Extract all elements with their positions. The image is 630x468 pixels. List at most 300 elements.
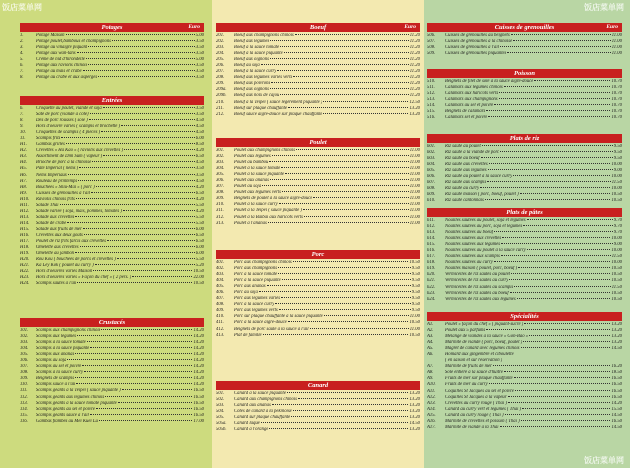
item-price: 6.00 xyxy=(195,136,204,142)
dot-leader xyxy=(293,76,408,77)
item-number: 115. xyxy=(20,412,28,418)
item-name: Beignets de scampis xyxy=(36,376,75,382)
dot-leader xyxy=(304,216,409,217)
item-number: 2. xyxy=(20,39,24,45)
item-number: 205. xyxy=(216,57,225,63)
item-number: 505. xyxy=(216,415,225,421)
item-price: 11.00 xyxy=(409,326,420,332)
item-name: Scampis géants au sel et poivre xyxy=(36,406,95,412)
item-number: A13. xyxy=(427,400,436,406)
item-list xyxy=(20,106,204,287)
dot-leader xyxy=(293,261,409,262)
menu-item xyxy=(427,198,622,204)
item-price: 10.00 xyxy=(611,236,622,242)
item-price: 9.00 xyxy=(613,168,622,174)
dot-leader xyxy=(287,392,409,393)
item-number: 1. xyxy=(20,33,24,38)
section-title: Canard xyxy=(307,382,329,389)
item-price: 11.00 xyxy=(409,208,420,214)
section-crustaces xyxy=(20,318,204,425)
dot-leader xyxy=(261,64,409,65)
item-name: Riz sauté aux légumes xyxy=(445,168,487,174)
menu-item xyxy=(20,419,204,425)
section-poisson xyxy=(427,69,622,121)
item-price: 10.00 xyxy=(611,248,622,254)
item-price: 5.00 xyxy=(195,57,204,63)
item-number: 4. xyxy=(20,51,24,57)
item-price: 10.70 xyxy=(611,103,622,109)
dot-leader xyxy=(501,255,611,256)
item-number: 407. xyxy=(216,296,225,302)
section-header-specialites xyxy=(427,312,622,321)
dot-leader xyxy=(509,279,610,280)
watermark: 饭店菜单网 xyxy=(584,456,624,465)
dot-leader xyxy=(514,377,611,378)
dot-leader xyxy=(493,365,611,366)
item-price: 13.20 xyxy=(409,397,420,403)
item-number: 209a. xyxy=(216,87,227,93)
item-number: 515. xyxy=(427,109,436,115)
dot-leader xyxy=(280,94,408,95)
dot-leader xyxy=(86,58,195,59)
item-price: 10.70 xyxy=(611,91,622,97)
item-price: 11.20 xyxy=(409,69,420,75)
item-price: 14.50 xyxy=(611,412,622,418)
dot-leader xyxy=(502,237,610,238)
item-number: 620. xyxy=(427,272,436,278)
item-number: 11. xyxy=(20,136,26,142)
item-price: 10.50 xyxy=(611,296,622,302)
item-name: Poulet de riz frits farcis aux crevettes xyxy=(36,239,106,245)
section-title: Boeuf xyxy=(309,24,327,31)
item-number: A14. xyxy=(427,406,436,412)
item-price: 16.50 xyxy=(611,376,622,382)
item-number: 410. xyxy=(216,314,225,320)
item-number: 608. xyxy=(427,186,436,192)
item-name: Croquette au poulet, viande et soja xyxy=(36,106,102,111)
dot-leader xyxy=(501,243,613,244)
item-price: 10.70 xyxy=(611,79,622,84)
item-price: 11.20 xyxy=(409,51,420,57)
item-price: 11.00 xyxy=(611,39,622,45)
section-boeuf xyxy=(216,23,420,118)
item-price: 3.50 xyxy=(195,112,204,118)
item-price: 14.20 xyxy=(193,370,204,376)
section-header-pates xyxy=(427,208,622,217)
item-name: Poulet à la Teïpei ( sauce piquante ) xyxy=(234,208,302,214)
item-number: H1. xyxy=(20,142,27,148)
item-price: 9.50 xyxy=(411,272,420,278)
dot-leader xyxy=(272,155,409,156)
item-price: 11.20 xyxy=(409,81,420,87)
item-list xyxy=(20,328,204,425)
item-price: 5.20 xyxy=(195,263,204,269)
dot-leader xyxy=(291,416,408,417)
section-header-poulet xyxy=(216,138,420,147)
dot-leader xyxy=(84,234,195,235)
item-name: Beignets de poulet à la sauce aigre-douce xyxy=(234,196,313,202)
dot-leader xyxy=(523,341,610,342)
item-name: Calamars au sel et poivre xyxy=(445,103,494,109)
item-name: Coquilles St Jacques au sel et poivre xyxy=(445,388,514,394)
item-name: Croquettes de scampis ( 4 pièces ) xyxy=(36,130,101,136)
dot-leader xyxy=(101,329,192,330)
item-number: H11. xyxy=(20,202,29,208)
item-number: 511. xyxy=(427,85,435,91)
item-name: Vermicelles de riz sautés aux légumes xyxy=(445,296,516,302)
item-name: Vermicelles de riz sautés au boeuf xyxy=(445,290,509,296)
item-name: Assortiment de Dim Sum ( vapeur ) xyxy=(36,154,103,160)
item-name: Canard à la sauce piquante xyxy=(234,391,286,396)
item-name: Dés de porc roussés ( soie ) xyxy=(36,118,88,124)
item-number: 8. xyxy=(20,118,24,124)
item-number: A9. xyxy=(427,376,434,382)
item-list xyxy=(427,218,622,303)
dot-leader xyxy=(68,174,195,175)
item-price: 11.00 xyxy=(409,314,420,320)
item-price: 16.50 xyxy=(193,406,204,412)
item-name: Salade aux fruits de mer xyxy=(36,226,82,232)
item-price: 11.00 xyxy=(409,172,420,178)
dot-leader xyxy=(281,167,408,168)
item-price: 16.50 xyxy=(193,394,204,400)
item-price: 10.70 xyxy=(611,115,622,121)
item-number: H8. xyxy=(20,184,27,190)
item-name: Boeuf sur plaque chauffante xyxy=(234,105,287,111)
item-name: Vermicelles de riz sautés au curry xyxy=(445,278,509,284)
dot-leader xyxy=(494,231,613,232)
item-price: 9.00 xyxy=(613,242,622,248)
dot-leader xyxy=(118,402,193,403)
dot-leader xyxy=(79,167,195,168)
item-number: 412. xyxy=(216,326,225,332)
dot-leader xyxy=(103,107,195,108)
dot-leader xyxy=(278,273,411,274)
item-name: Saté de porc (viande à côté) xyxy=(36,112,89,118)
item-number: H20. xyxy=(20,257,30,263)
dot-leader xyxy=(310,328,409,329)
item-name: Potage aux wan-tans xyxy=(36,51,76,57)
dot-leader xyxy=(281,297,411,298)
item-number: 211. xyxy=(216,105,224,111)
item-price: 10.00 xyxy=(611,186,622,192)
item-name: Brioche de porc à la chinoise xyxy=(36,160,92,166)
item-price: 14.20 xyxy=(193,358,204,364)
dot-leader xyxy=(488,116,610,117)
dot-leader xyxy=(262,185,409,186)
menu-item xyxy=(20,75,204,81)
item-price: 14.20 xyxy=(193,334,204,340)
item-number: A12. xyxy=(427,394,436,400)
section-grenouilles xyxy=(427,23,622,57)
item-price: 5.50 xyxy=(195,202,204,208)
dot-leader xyxy=(98,76,195,77)
item-name: Crème de nid d'hirondelle xyxy=(36,57,85,63)
dot-leader xyxy=(487,181,611,182)
item-price: 13.20 xyxy=(611,340,622,346)
section-porc xyxy=(216,250,420,339)
dot-leader xyxy=(296,149,409,150)
item-name: Cuisses de grenouilles au beignets xyxy=(445,33,510,38)
item-number: H18. xyxy=(20,245,30,251)
dot-leader xyxy=(67,222,195,223)
item-name: Salade aux crevettes xyxy=(36,214,75,220)
item-price: 11.00 xyxy=(409,178,420,184)
item-price: 4.50 xyxy=(195,178,204,184)
dot-leader xyxy=(76,383,192,384)
item-name: Boeuf aux légumes variés verts xyxy=(234,75,293,81)
menu-item xyxy=(216,112,420,118)
item-price: 14.20 xyxy=(193,346,204,352)
item-number: 309. xyxy=(216,196,225,202)
item-price: 11.20 xyxy=(409,33,420,38)
item-number: 506. xyxy=(427,33,436,38)
item-number: 609. xyxy=(427,192,436,198)
item-name: Vermicelles de riz sautés au poulet xyxy=(445,272,510,278)
item-name: Riz sauté aux crevettes xyxy=(445,162,488,168)
section-title: Entrées xyxy=(101,97,123,104)
item-name: Calamars aux haricots verts xyxy=(445,91,499,97)
item-price: 10.50 xyxy=(409,260,420,265)
dot-leader xyxy=(121,125,195,126)
item-number: 208. xyxy=(216,75,225,81)
item-number: 409. xyxy=(216,308,225,314)
item-price: 9.70 xyxy=(613,224,622,230)
item-price: 3.50 xyxy=(195,166,204,172)
dot-leader xyxy=(303,209,409,210)
item-name: Crevettes au curry rouge ( Thaï ) xyxy=(445,400,507,406)
dot-leader xyxy=(513,40,611,41)
item-name: Porc au soja xyxy=(234,290,258,296)
dot-leader xyxy=(267,285,411,286)
item-number: 303. xyxy=(216,160,225,166)
item-name: Canard aux ananas xyxy=(234,403,271,409)
item-list xyxy=(216,260,420,339)
item-name: Porc aux légumes variés xyxy=(234,296,281,302)
item-number: 302. xyxy=(216,154,225,160)
item-name: Nouilles sautées au boeuf xyxy=(445,230,494,236)
item-name: Calamars aux champignons xyxy=(445,97,498,103)
item-name: Homard aux gingembre et ciboulette xyxy=(445,352,514,358)
item-number: H21. xyxy=(20,263,30,269)
item-number: 7. xyxy=(20,112,24,118)
dot-leader xyxy=(271,82,409,83)
item-name: Porc aux champignons xyxy=(234,266,278,272)
item-number: 613. xyxy=(427,230,436,236)
item-name: Porc sur plaque chauffante à la sauce piquante xyxy=(234,314,323,320)
dot-leader xyxy=(508,402,611,403)
item-price: 10.00 xyxy=(611,260,622,266)
section-title: Plats de pâtes xyxy=(506,209,543,216)
dot-leader xyxy=(268,222,409,223)
item-name: Scampis à la sauce piquante xyxy=(36,346,90,352)
item-number: 501. xyxy=(216,391,225,396)
section-pates xyxy=(427,208,622,303)
item-number: 209. xyxy=(216,81,225,87)
item-price: 14.50 xyxy=(611,424,622,430)
section-title: Cuisses de grenouilles xyxy=(494,24,555,31)
menu-item xyxy=(216,221,420,227)
item-name: Cuisses de grenouilles piquantes xyxy=(445,51,507,57)
section-riz xyxy=(427,134,622,204)
dot-leader xyxy=(288,107,408,108)
item-price: 10.50 xyxy=(611,192,622,198)
item-price: 4.20 xyxy=(195,148,204,154)
item-number: 602. xyxy=(427,150,436,156)
item-name: Potage au vinaigre piquant xyxy=(36,45,88,51)
item-name: Riz sauté au poulet xyxy=(445,144,481,149)
item-price: 14.50 xyxy=(611,346,622,352)
item-name: Salade variée ( soja, maïs, pommes, tomates ) xyxy=(36,208,122,214)
dot-leader xyxy=(123,210,195,211)
dot-leader xyxy=(500,151,613,152)
dot-leader xyxy=(101,131,195,132)
dot-leader xyxy=(99,420,193,421)
dot-leader xyxy=(122,389,193,390)
item-number: 104. xyxy=(20,346,29,352)
item-name: Porc à la sauce aigre-douce xyxy=(234,320,287,326)
item-price: 11.50 xyxy=(611,284,622,290)
dot-leader xyxy=(293,410,409,411)
dot-leader xyxy=(261,422,409,423)
item-number: H14. xyxy=(20,220,30,226)
item-name: Scampis frits xyxy=(36,136,61,142)
item-number: 202. xyxy=(216,39,225,45)
item-number: 8. xyxy=(20,75,24,81)
section-header-porc xyxy=(216,250,420,259)
dot-leader xyxy=(298,398,408,399)
item-name: Magret de canard avec legumes chinois xyxy=(445,346,520,352)
item-price: 10.70 xyxy=(611,109,622,115)
dot-leader xyxy=(323,101,408,102)
item-number: 6. xyxy=(20,63,24,69)
item-name: Poulet à la Baïbaï aux haricots verts xyxy=(234,214,304,220)
item-name: Marmite de viande ( porc, boeuf, poulet ) xyxy=(445,340,523,346)
item-number: 614. xyxy=(427,236,436,242)
item-price: 5.50 xyxy=(195,257,204,263)
dot-leader xyxy=(66,34,195,35)
item-price: 10.70 xyxy=(611,85,622,91)
item-name: Poulet à l'ananas xyxy=(234,220,267,226)
item-price: 11.00 xyxy=(409,214,420,220)
item-number: A5. xyxy=(427,346,434,352)
item-name: Potage au maïs et crabe xyxy=(36,69,82,75)
dot-leader xyxy=(488,169,613,170)
item-price: 13.20 xyxy=(611,334,622,340)
item-price: 9.50 xyxy=(411,308,420,314)
item-number: 507. xyxy=(427,39,436,45)
dot-leader xyxy=(60,204,195,205)
item-name: Boeuf aux oignons xyxy=(234,57,269,63)
item-price: 10.50 xyxy=(409,320,420,326)
item-name: Scampis au soja xyxy=(36,358,67,364)
item-number: H3. xyxy=(20,154,27,160)
item-name: Boeuf à la sauce curry xyxy=(234,69,277,75)
item-number: 111. xyxy=(20,388,28,394)
item-name: Gambas flambés au Mei Kuei Lu xyxy=(36,418,98,424)
section-header-grenouilles xyxy=(427,23,622,32)
item-price: 9.50 xyxy=(411,296,420,302)
item-price: 4.50 xyxy=(195,118,204,124)
item-name: Scampis aux champignons chinois xyxy=(36,328,101,333)
item-name: Calamars aux légumes chinois xyxy=(445,85,503,91)
item-number: 510. xyxy=(427,79,436,84)
item-number: 203. xyxy=(216,45,225,51)
item-name: Nouilles sautées au porc, soja et légumes xyxy=(445,224,523,230)
item-name: Potage Maison xyxy=(36,33,65,38)
item-number: 612. xyxy=(427,224,436,230)
item-number: 10. xyxy=(20,130,26,136)
item-name: Boeuf à la Teïpei ( sauce légèrement piquante ) xyxy=(234,99,323,105)
item-number: A3. xyxy=(427,334,434,340)
item-price: 14.20 xyxy=(193,364,204,370)
item-price: 16.50 xyxy=(611,418,622,424)
item-price: 13.20 xyxy=(611,322,622,327)
item-number: A17. xyxy=(427,424,436,430)
euro-label: Euro xyxy=(188,24,200,30)
item-price: 14.20 xyxy=(193,376,204,382)
dot-leader xyxy=(96,408,193,409)
item-price: 16.50 xyxy=(611,394,622,400)
item-number: 513. xyxy=(427,97,436,103)
item-price: 10.50 xyxy=(611,198,622,204)
item-number: 112. xyxy=(20,394,28,400)
item-number: 604. xyxy=(427,162,436,168)
item-number: H5. xyxy=(20,166,27,172)
item-price: 13.20 xyxy=(409,111,420,117)
item-price: 11.20 xyxy=(409,39,420,45)
item-number: A6. xyxy=(427,352,434,358)
item-name: Salade de crabe xyxy=(36,220,67,226)
dot-leader xyxy=(494,104,610,105)
item-number: 601. xyxy=(427,144,436,149)
dot-leader xyxy=(80,246,195,247)
item-number: 106. xyxy=(20,358,29,364)
dot-leader xyxy=(272,404,409,405)
item-number: H2. xyxy=(20,148,27,154)
item-price: 17.00 xyxy=(193,418,204,424)
dot-leader xyxy=(527,249,611,250)
item-name: Potage aux raviolis chinois xyxy=(36,63,88,69)
dot-leader xyxy=(522,408,610,409)
item-price: 14.20 xyxy=(193,328,204,333)
item-number: 616. xyxy=(427,248,436,254)
item-list xyxy=(216,33,420,118)
dot-leader xyxy=(90,347,192,348)
dot-leader xyxy=(270,88,409,89)
item-number: 9. xyxy=(20,124,24,130)
item-price: 4.20 xyxy=(195,184,204,190)
item-price: 9.50 xyxy=(613,150,622,156)
item-name: Marmite de fruits de mer xyxy=(445,364,492,370)
item-name: Côtes de canard à la pékinoise xyxy=(234,409,292,415)
item-price: 5.50 xyxy=(195,220,204,226)
item-number: 401. xyxy=(216,260,225,265)
item-name: Canard laqué xyxy=(234,421,260,427)
item-name: Cuisses de grenouilles à l'ail xyxy=(445,45,499,51)
item-name: Boeuf aux oignons xyxy=(234,87,269,93)
section-header-boeuf xyxy=(216,23,420,32)
item-name: Boeuf aux légumes xyxy=(234,39,270,45)
item-price: 9.70 xyxy=(613,230,622,236)
dot-leader xyxy=(95,264,195,265)
item-name: Cuisses de grenouilles à la chinoise xyxy=(445,39,513,45)
item-price: 9.50 xyxy=(613,144,622,149)
item-number: A8. xyxy=(427,370,434,376)
dot-leader xyxy=(480,187,610,188)
item-number: 210. xyxy=(216,99,225,105)
section-title: Potages xyxy=(101,24,123,31)
